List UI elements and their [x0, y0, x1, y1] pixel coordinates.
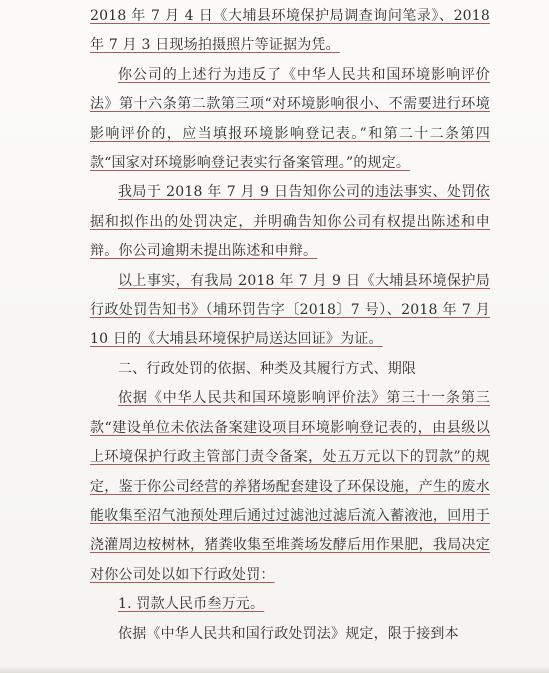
- legal-basis-paragraph: 依据《中华人民共和国环境影响评价法》第三十一条第三款“建设单位未依法备案建设项目环境影响登记表的，由县级以上环境保护行政主管部门责令备案，处五万元以下的罚款”的规定，鉴于你公司经营的养猪场配套建设了环保设施，产生的废水能收集至沼气池预处理后通过过滤池过滤后流入蓄液池，回用于浇灌周边桉树林，猪粪收集至堆粪场发酵后用作果肥，我局决定对你公司处以如下行政处罚：: [90, 390, 490, 583]
- document-body: [90, 2, 490, 649]
- facts-paragraph: 以上事实，有我局 2018 年 7 月 9 日《大埔县环境保护局行政处罚告知书》（埔环罚告字〔2018〕7 号）、2018 年 7 月 10 日的《大埔县环境保护局送达回证》为证。: [90, 272, 490, 348]
- penalty-item: 1. 罚款人民币叁万元。: [118, 596, 265, 613]
- section-heading: 二、行政处罚的依据、种类及其履行方式、期限: [118, 360, 417, 377]
- evidence-paragraph: 2018 年 7 月 4 日《大埔县环境保护局调查询问笔录》、2018 年 7 月 3 日现场拍摄照片等证据为凭。: [90, 8, 490, 54]
- page-bottom-shadow: [0, 667, 549, 673]
- violation-paragraph: 你公司的上述行为违反了《中华人民共和国环境影响评价法》第十六条第二款第三项“对环境影响很小、不需要进行环境影响评价的，应当填报环境影响登记表。”和第二十二条第四款“国家对环境影响登记表实行备案管理。”的规定。: [90, 66, 490, 172]
- notification-paragraph: 我局于 2018 年 7 月 9 日告知你公司的违法事实、处罚依据和拟作出的处罚决定，并明确告知你公司有权提出陈述和申辩。你公司逾期未提出陈述和申辩。: [90, 184, 490, 260]
- payment-paragraph: 依据《中华人民共和国行政处罚法》规定，限于接到本: [118, 625, 459, 642]
